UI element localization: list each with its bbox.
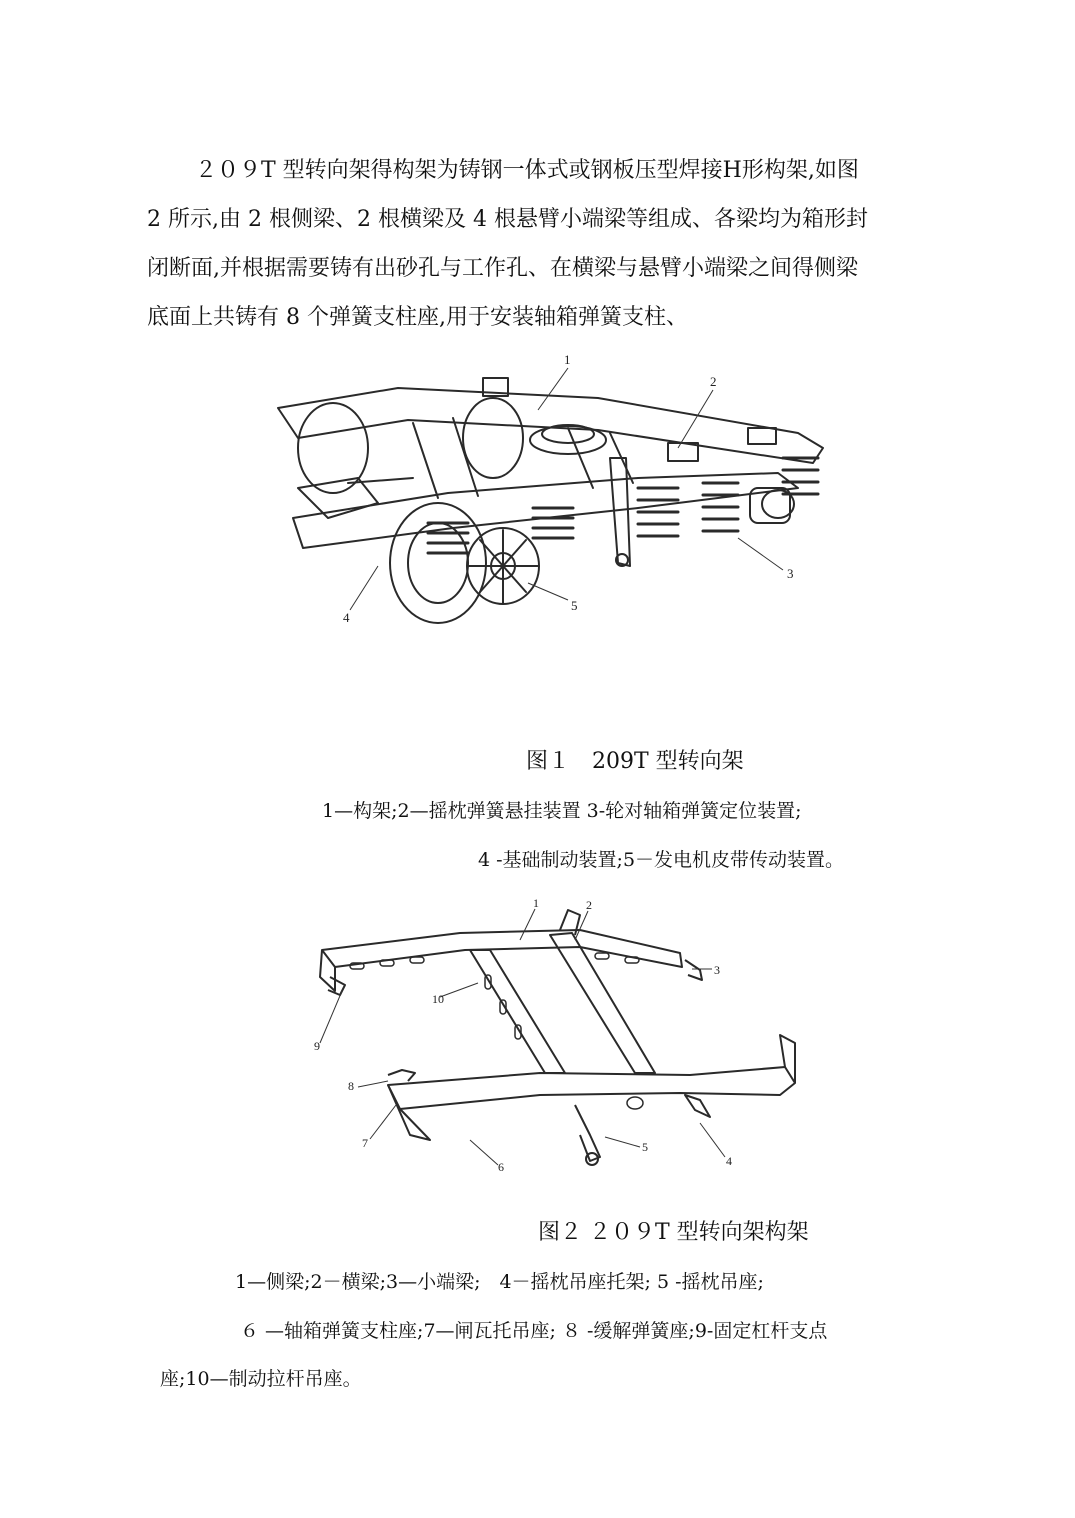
figure-2-callout-2: 2: [586, 898, 592, 912]
figure-1-caption: 图１ 209T 型转向架: [526, 749, 744, 774]
figure-2-callout-1: 1: [533, 896, 539, 910]
paragraph-line: ２０９T 型转向架得构架为铸钢一体式或钢板压型焊接H形构架,如图: [195, 158, 859, 183]
figure-2-frame-drawing: [290, 895, 830, 1195]
figure-1-callout-1: 1: [564, 352, 571, 367]
bogie-illustration: [238, 338, 868, 630]
figure-2-legend-line: 1—侧梁;2－横梁;3—小端梁; 4－摇枕吊座托架; 5 -摇枕吊座;: [235, 1271, 764, 1293]
paragraph-line: 底面上共铸有 8 个弹簧支柱座,用于安装轴箱弹簧支柱、: [147, 305, 688, 330]
figure-2-callout-5: 5: [642, 1140, 648, 1154]
figure-2-callout-6: 6: [498, 1160, 504, 1174]
intro-paragraph: [147, 146, 962, 342]
figure-2-callout-9: 9: [314, 1039, 320, 1053]
figure-2-callout-7: 7: [362, 1136, 368, 1150]
figure-1-bogie-drawing: [238, 338, 868, 630]
figure-1-callout-2: 2: [710, 374, 717, 389]
figure-2-callout-10: 10: [432, 992, 444, 1006]
figure-2-legend-line: ６ —轴箱弹簧支柱座;7—闸瓦托吊座; ８ -缓解弹簧座;9-固定杠杆支点: [240, 1320, 828, 1342]
paragraph-line: 2 所示,由 2 根侧梁、2 根横梁及 4 根悬臂小端梁等组成、各梁均为箱形封: [147, 207, 868, 232]
figure-2-legend-line: 座;10—制动拉杆吊座。: [160, 1368, 362, 1390]
figure-1-legend-line: 1—构架;2—摇枕弹簧悬挂装置 3-轮对轴箱弹簧定位装置;: [322, 800, 802, 822]
figure-2-callout-8: 8: [348, 1079, 354, 1093]
figure-1-callout-5: 5: [571, 598, 578, 613]
figure-1-legend-line: 4 -基础制动装置;5－发电机皮带传动装置。: [478, 849, 845, 871]
frame-illustration: [290, 895, 830, 1195]
figure-1-callout-3: 3: [787, 566, 794, 581]
figure-1-callout-4: 4: [343, 610, 350, 625]
figure-2-callout-4: 4: [726, 1154, 732, 1168]
figure-2-caption: 图２ ２０９T 型转向架构架: [538, 1220, 809, 1245]
figure-2-callout-3: 3: [714, 963, 720, 977]
paragraph-line: 闭断面,并根据需要铸有出砂孔与工作孔、在横梁与悬臂小端梁之间得侧梁: [147, 256, 858, 281]
